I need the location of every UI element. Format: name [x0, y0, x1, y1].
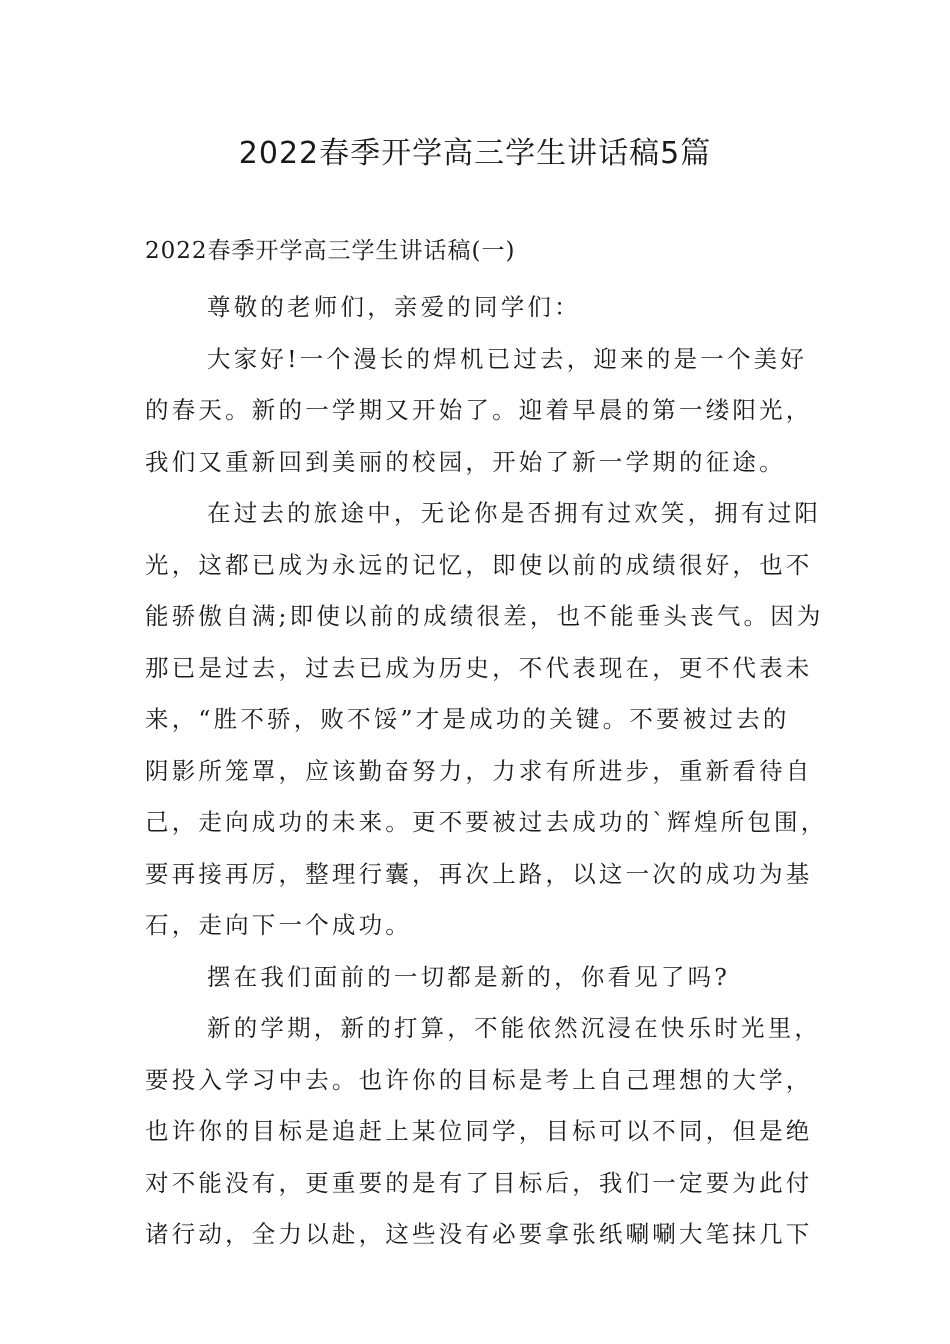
- body-line: 我们又重新回到美丽的校园，开始了新一学期的征途。: [145, 447, 786, 476]
- body-line: 对不能没有，更重要的是有了目标后，我们一定要为此付: [145, 1168, 813, 1197]
- body-line: 阴影所笼罩，应该勤奋努力，力求有所进步，重新看待自: [145, 756, 813, 785]
- document-title: 2022春季开学高三学生讲话稿5篇: [238, 136, 712, 171]
- body-line: 在过去的旅途中，无论你是否拥有过欢笑，拥有过阳: [207, 499, 822, 527]
- body-line: 摆在我们面前的一切都是新的，你看见了吗?: [207, 962, 731, 991]
- body-line: 那已是过去，过去已成为历史，不代表现在，更不代表未: [145, 653, 813, 682]
- document-body: [145, 282, 828, 1261]
- body-line: 要再接再厉，整理行囊，再次上路，以这一次的成功为基: [145, 859, 813, 888]
- body-line-salutation: 尊敬的老师们，亲爱的同学们：: [207, 293, 581, 321]
- body-line: 光，这都已成为永远的记忆，即使以前的成绩很好，也不: [145, 550, 813, 579]
- body-line: 诸行动，全力以赴，这些没有必要拿张纸唰唰大笔抹几下: [145, 1220, 813, 1248]
- body-line: 的春天。新的一学期又开始了。迎着早晨的第一缕阳光，: [145, 396, 813, 424]
- body-line: 能骄傲自满;即使以前的成绩很差，也不能垂头丧气。因为: [145, 602, 824, 630]
- body-line: 己，走向成功的未来。更不要被过去成功的`辉煌所包围，: [145, 808, 828, 836]
- section-heading: 2022春季开学高三学生讲话稿(一): [145, 238, 516, 264]
- body-line: 也许你的目标是追赶上某位同学，目标可以不同，但是绝: [145, 1117, 813, 1145]
- body-line: 来，“胜不骄，败不馁”才是成功的关键。不要被过去的: [145, 705, 790, 733]
- body-line: 石，走向下一个成功。: [145, 911, 412, 939]
- body-line: 大家好!一个漫长的焊机已过去，迎来的是一个美好: [207, 344, 808, 373]
- body-line: 新的学期，新的打算，不能依然沉浸在快乐时光里，: [207, 1014, 822, 1042]
- body-line: 要投入学习中去。也许你的目标是考上自己理想的大学，: [145, 1065, 813, 1094]
